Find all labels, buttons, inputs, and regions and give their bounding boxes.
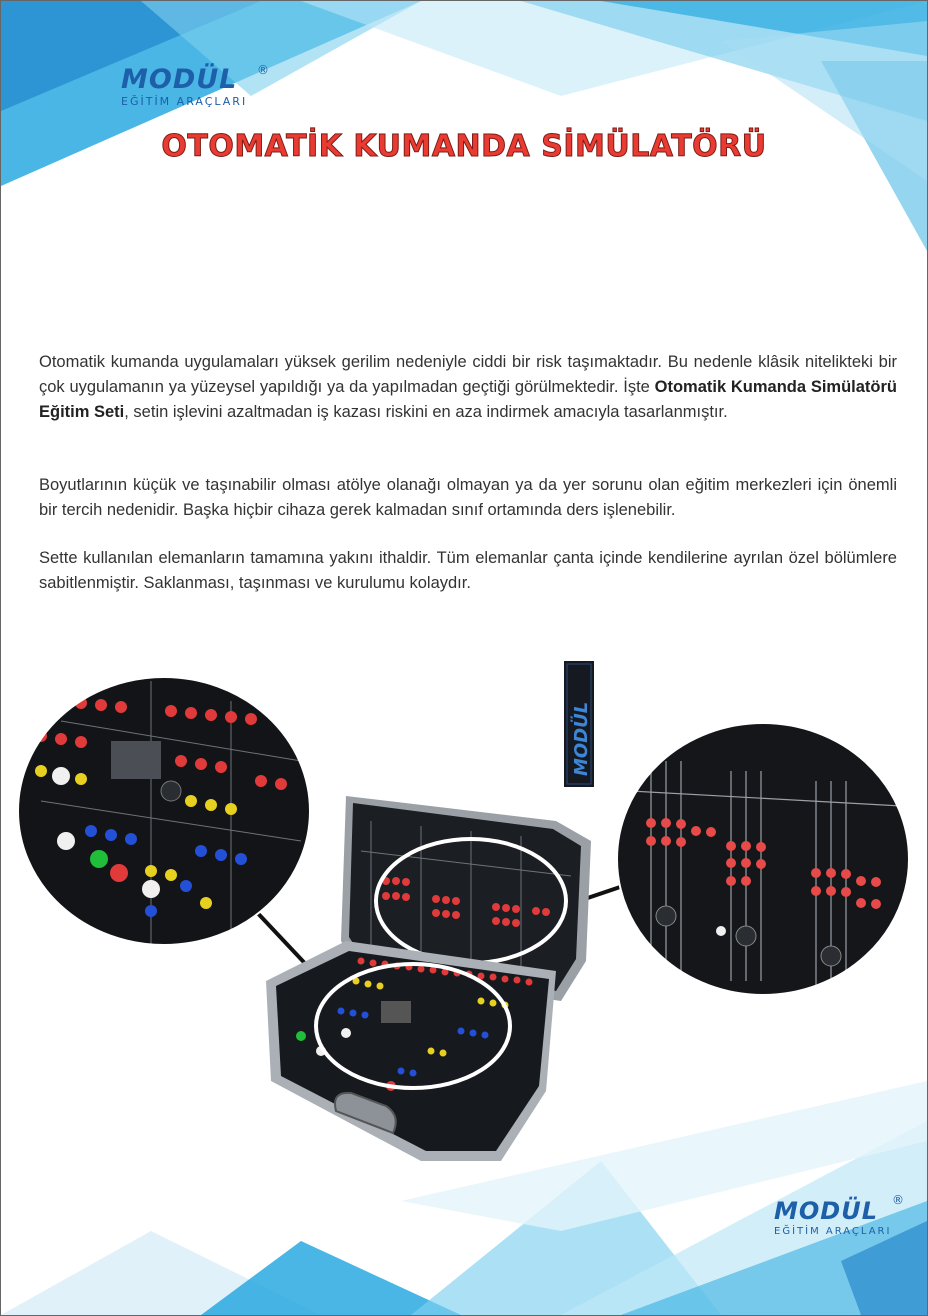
logo-wordmark: MODÜL	[774, 1197, 878, 1225]
product-name: Otomatik Kumanda Simülatörü Eğitim Seti	[39, 378, 898, 421]
brand-logo-bottom	[774, 1193, 914, 1247]
intro-text-end: , setin işlevini azaltmadan iş kazası riskini en aza indirmek amacıyla tasarlanmıştır.	[124, 403, 728, 421]
product-photo	[1, 641, 927, 1201]
logo-wordmark: MODÜL	[121, 64, 238, 95]
portability-paragraph: Boyutlarının küçük ve taşınabilir olması atölye olanağı olmayan ya da yer sorunu olan eğitim merkezleri için önemli bir tercih nedenidir. Başka hiçbir cihaza gerek kalmadan sınıf ortamında ders işlenebilir.	[39, 476, 897, 519]
case-brand-label: MODÜL	[571, 701, 592, 776]
logo-subtitle: EĞİTİM ARAÇLARI	[121, 95, 248, 108]
brand-logo-top	[121, 65, 271, 115]
logo-subtitle: EĞİTİM ARAÇLARI	[774, 1226, 892, 1237]
page-title: OTOMATİK KUMANDA SİMÜLATÖRÜ	[161, 129, 767, 164]
components-paragraph: Sette kullanılan elemanların tamamına yakını ithaldir. Tüm elemanlar çanta içinde kendilerine ayrılan özel bölümlere sabitlenmiştir. Saklanması, taşınması ve kurulumu kolaydır.	[39, 549, 897, 592]
registered-mark: ®	[257, 63, 269, 77]
registered-mark: ®	[892, 1193, 904, 1207]
intro-paragraph	[39, 350, 897, 425]
intro-text-start: Otomatik kumanda uygulamaları yüksek gerilim nedeniyle ciddi bir risk taşımaktadır. Bu nedenle klâsik nitelikteki bir çok uygulamanın ya yüzeysel yapıldığı ya da yapılmadan geçtiği görülmektedir. İşte	[39, 353, 897, 396]
